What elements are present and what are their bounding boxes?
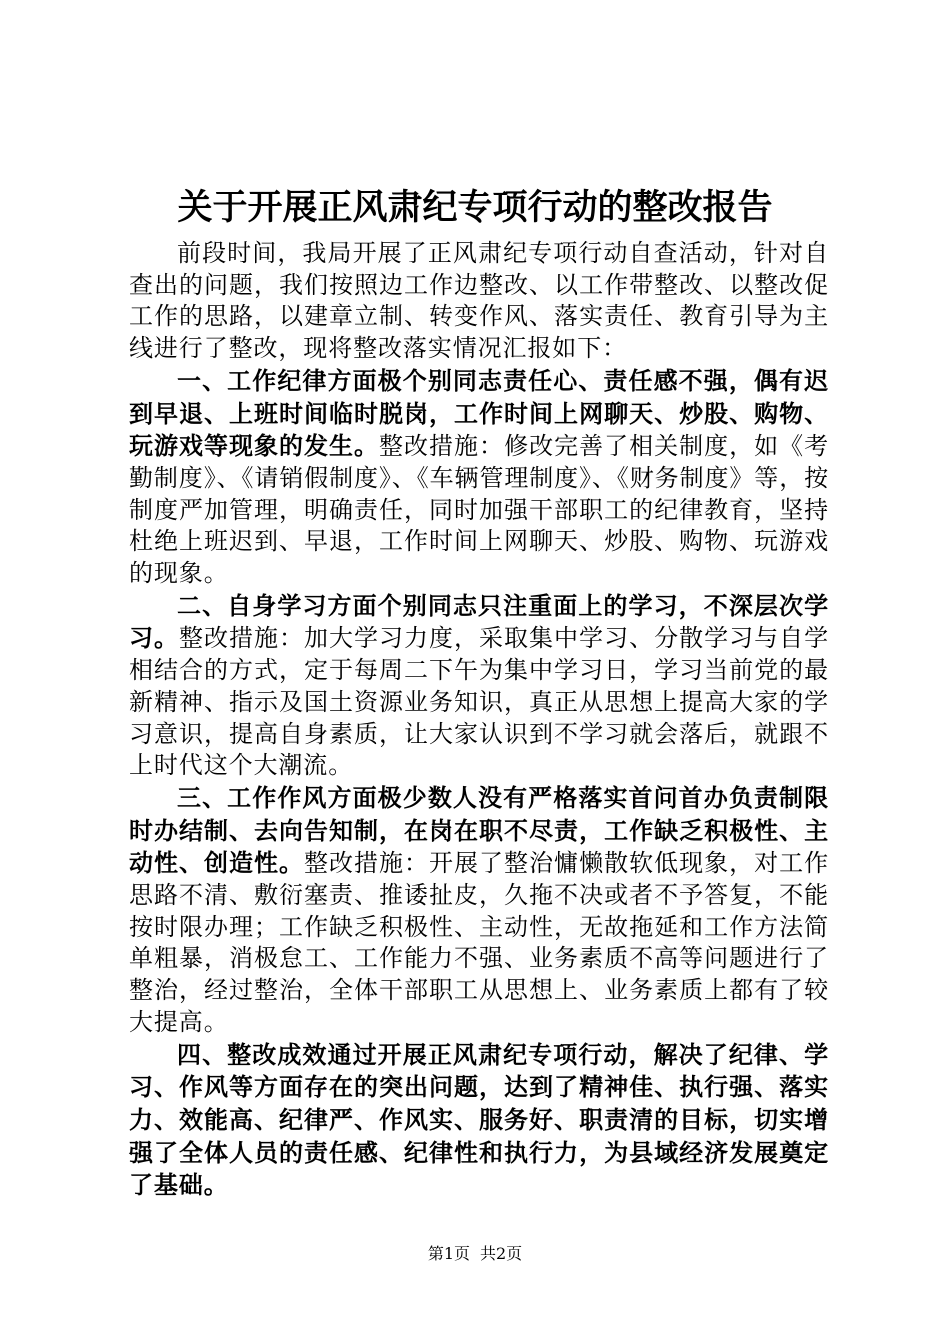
section-three-paragraph xyxy=(129,782,829,1039)
section-four-paragraph xyxy=(129,1039,829,1203)
section-one-heading: 一、工作纪律方面极个别同志责任心、责任感不强，偶有迟到早退、上班时间临时脱岗，工作时间上网聊天、炒股、购物、玩游戏等现象的发生。 xyxy=(129,365,829,461)
section-three-heading: 三、工作作风方面极少数人没有严格落实首问首办负责制限时办结制、去向告知制，在岗在职不尽责，工作缺乏积极性、主动性、创造性。 xyxy=(129,782,829,878)
section-one-paragraph xyxy=(129,365,829,590)
page-number: 第1页 xyxy=(427,1244,470,1263)
section-three-measures: 整改措施：开展了整治慵懒散软低现象，对工作思路不清、敷衍塞责、推诿扯皮，久拖不决或者不予答复，不能按时限办理；工作缺乏积极性、主动性，无故拖延和工作方法简单粗暴，消极怠工、工作能力不强、业务素质不高等问题进行了整治，经过整治，全体干部职工从思想上、业务素质上都有了较大提高。 xyxy=(129,849,829,1036)
page-footer xyxy=(0,1243,950,1265)
page-total: 共2页 xyxy=(480,1244,523,1263)
section-one-measures: 整改措施：修改完善了相关制度，如《考勤制度》、《请销假制度》、《车辆管理制度》、《财务制度》等，按制度严加管理，明确责任，同时加强干部职工的纪律教育，坚持杜绝上班迟到、早退，工作时间上网聊天、炒股、购物、玩游戏的现象。 xyxy=(129,432,830,588)
intro-paragraph xyxy=(129,238,829,365)
document-title: 关于开展正风肃纪专项行动的整改报告 xyxy=(177,187,773,228)
section-four-heading: 四、整改成效通过开展正风肃纪专项行动，解决了纪律、学习、作风等方面存在的突出问题，达到了精神佳、执行强、落实力、效能高、纪律严、作风实、服务好、职责清的目标，切实增强了全体人员的责任感、纪律性和执行力，为县域经济发展奠定了基础。 xyxy=(129,1039,829,1200)
section-two-heading: 二、自身学习方面个别同志只注重面上的学习，不深层次学习。 xyxy=(129,590,829,653)
paragraph-text: 前段时间，我局开展了正风肃纪专项行动自查活动，针对自查出的问题，我们按照边工作边整改、以工作带整改、以整改促工作的思路，以建章立制、转变作风、落实责任、教育引导为主线进行了整改，现将整改落实情况汇报如下： xyxy=(129,239,829,363)
section-two-measures: 整改措施：加大学习力度，采取集中学习、分散学习与自学相结合的方式，定于每周二下午为集中学习日，学习当前党的最新精神、指示及国土资源业务知识，真正从思想上提高大家的学习意识，提高自身素质，让大家认识到不学习就会落后，就跟不上时代这个大潮流。 xyxy=(129,624,829,780)
section-two-paragraph xyxy=(129,590,829,782)
document-body xyxy=(129,238,829,1202)
